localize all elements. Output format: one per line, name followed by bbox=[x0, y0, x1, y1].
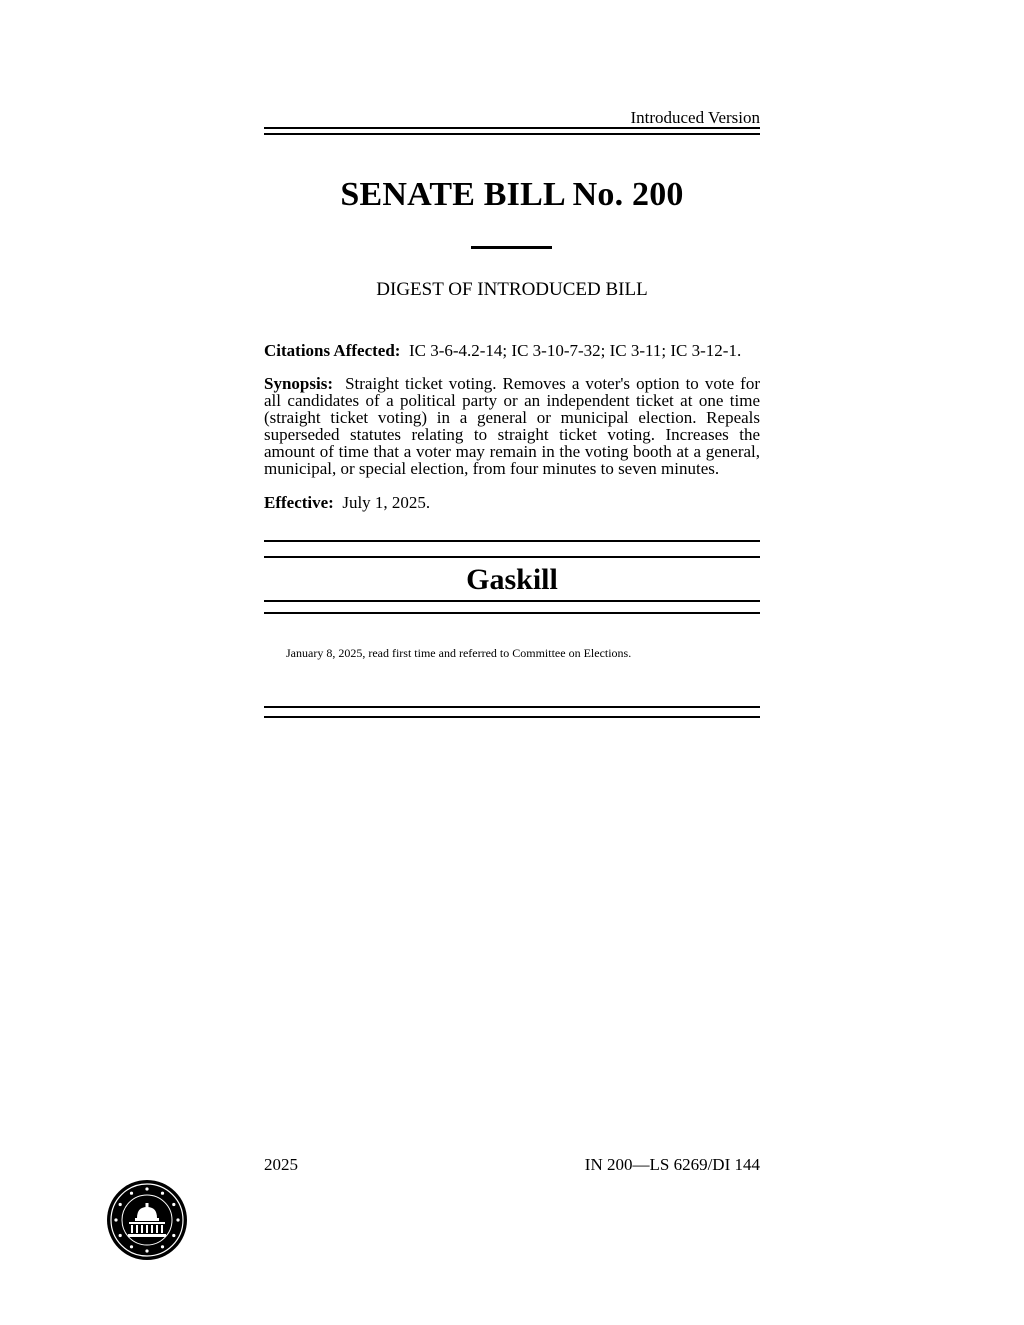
synopsis-text: Straight ticket voting. Removes a voter's option to vote for all candidates of a political party or an independent ticket at one time (straight ticket voting) in a general or municipal election. Repeals superseded statutes relating to straight ticket voting. Increases the amount of time that a voter may remain in the voting booth at a general, municipal, or special election, from four minutes to seven minutes. bbox=[264, 374, 760, 478]
synopsis bbox=[264, 375, 760, 477]
footer-ls-number: IN 200—LS 6269/DI 144 bbox=[584, 1155, 760, 1174]
bill-title: SENATE BILL No. 200 bbox=[340, 176, 684, 213]
citations-label: Citations Affected: bbox=[264, 341, 401, 360]
effective-text: July 1, 2025. bbox=[342, 493, 431, 512]
sponsor-name: Gaskill bbox=[466, 563, 558, 596]
effective-label: Effective: bbox=[264, 493, 334, 512]
citations-text: IC 3-6-4.2-14; IC 3-10-7-32; IC 3-11; IC 3-12-1. bbox=[408, 341, 742, 360]
version-label: Introduced Version bbox=[630, 108, 760, 127]
citations-affected bbox=[264, 342, 760, 359]
bill-history: January 8, 2025, read first time and referred to Committee on Elections. bbox=[286, 646, 632, 660]
synopsis-label: Synopsis: bbox=[264, 374, 333, 393]
title-underline bbox=[471, 246, 552, 249]
digest-heading: DIGEST OF INTRODUCED BILL bbox=[376, 279, 648, 300]
indiana-state-seal-icon bbox=[106, 1179, 188, 1261]
footer-year: 2025 bbox=[264, 1155, 298, 1174]
effective-date bbox=[264, 494, 760, 511]
